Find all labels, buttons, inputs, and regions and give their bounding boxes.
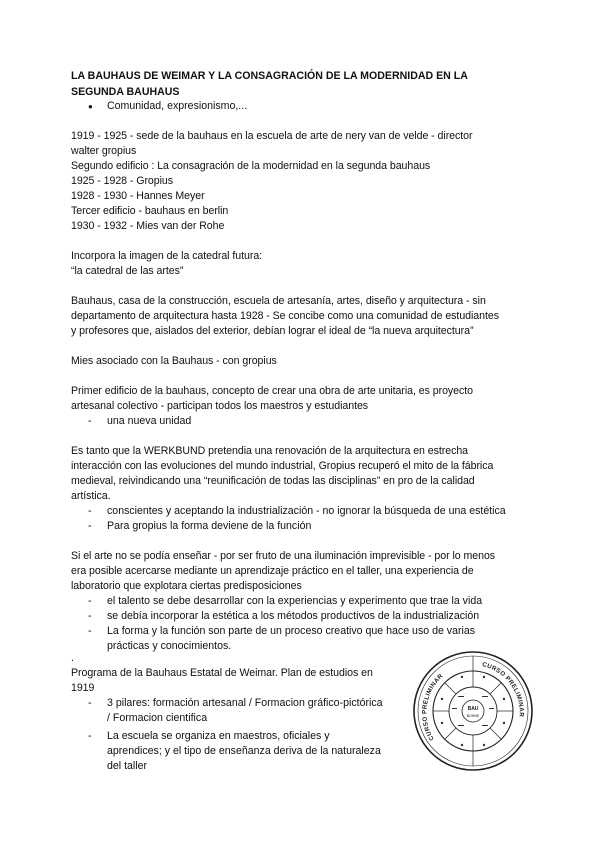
stray-dot: . <box>71 652 74 664</box>
list-item: conscientes y aceptando la industrialización - no ignorar la búsqueda de una estética <box>107 505 506 517</box>
list-item: se debía incorporar la estética a los métodos productivos de la industrialización <box>107 610 480 622</box>
werkbund-line: artística. <box>71 490 111 502</box>
dash-bullet-icon: - <box>88 595 92 607</box>
list-item: La forma y la función son parte de un proceso creativo que hace uso de varias <box>107 625 476 637</box>
timeline-line: 1925 - 1928 - Gropius <box>71 175 174 187</box>
document-title-line-2: SEGUNDA BAUHAUS <box>71 86 180 98</box>
bauhaus-definition-line: y profesores que, aislados del exterior, debían lograr el ideal de “la nueva arquitectura” <box>71 325 474 337</box>
werkbund-line: interacción con las evoluciones del mundo industrial, Gropius recuperó el mito de la fábrica <box>71 460 494 472</box>
list-item: La escuela se organiza en maestros, oficiales y <box>107 730 330 742</box>
diagram-right-arc-label: CURSO PRELIMINAR <box>481 661 525 718</box>
timeline-line: walter gropius <box>71 145 137 157</box>
werkbund-line: Es tanto que la WERKBUND pretendia una renovación de la arquitectura en estrecha <box>71 445 469 457</box>
timeline-line: 1919 - 1925 - sede de la bauhaus en la escuela de arte de nery van de velde - director <box>71 130 473 142</box>
dash-bullet-icon: - <box>88 697 92 709</box>
diagram-center-label-bottom: BÜHNE <box>466 714 480 718</box>
bauhaus-definition-line: Bauhaus, casa de la construcción, escuela de artesanía, artes, diseño y arquitectura - sin <box>71 295 486 307</box>
dash-bullet-icon: - <box>88 610 92 622</box>
dash-bullet-icon: - <box>88 505 92 517</box>
list-item-continuation: aprendices; y el tipo de enseñanza deriva de la naturaleza <box>107 745 381 757</box>
list-item-continuation: del taller <box>107 760 148 772</box>
programa-line: Programa de la Bauhaus Estatal de Weimar. Plan de estudios en <box>71 667 373 679</box>
list-item-continuation: prácticas y conocimientos. <box>107 640 232 652</box>
catedral-line: Incorpora la imagen de la catedral futura: <box>71 250 263 262</box>
document-title-line-1: LA BAUHAUS DE WEIMAR Y LA CONSAGRACIÓN DE LA MODERNIDAD EN LA <box>71 70 468 82</box>
list-item: 3 pilares: formación artesanal / Formacion gráfico-pictórica <box>107 697 383 709</box>
timeline-line: 1930 - 1932 - Mies van der Rohe <box>71 220 225 232</box>
timeline-line: Segundo edificio : La consagración de la modernidad en la segunda bauhaus <box>71 160 431 172</box>
list-item: una nueva unidad <box>107 415 192 427</box>
bauhaus-curriculum-wheel-diagram <box>412 644 534 778</box>
werkbund-line: medieval, reivindicando una “reunificación de todas las disciplinas” en pro de la calidad <box>71 475 475 487</box>
programa-line: 1919 <box>71 682 95 694</box>
primer-edificio-line: Primer edificio de la bauhaus, concepto de crear una obra de arte unitaria, es proyecto <box>71 385 473 397</box>
arte-line: laboratorio que explotara ciertas predisposiciones <box>71 580 302 592</box>
catedral-line: “la catedral de las artes” <box>71 265 184 277</box>
dash-bullet-icon: - <box>88 520 92 532</box>
list-item: Para gropius la forma deviene de la función <box>107 520 312 532</box>
list-item: el talento se debe desarrollar con la experiencias y experimento que trae la vida <box>107 595 483 607</box>
bullet-dot-icon: ● <box>88 102 93 111</box>
primer-edificio-line: artesanal colectivo - participan todos los maestros y estudiantes <box>71 400 369 412</box>
diagram-center-label-top: BAU <box>467 706 479 712</box>
dash-bullet-icon: - <box>88 415 92 427</box>
list-item-continuation: / Formacion cientifica <box>107 712 208 724</box>
bullet-item-comunidad: Comunidad, expresionismo,... <box>107 100 248 112</box>
arte-line: Si el arte no se podía enseñar - por ser fruto de una iluminación imprevisible - por lo menos <box>71 550 496 562</box>
bauhaus-definition-line: departamento de arquitectura hasta 1928 - Se concibe como una comunidad de estudiantes <box>71 310 499 322</box>
mies-line: Mies asociado con la Bauhaus - con gropius <box>71 355 277 367</box>
dash-bullet-icon: - <box>88 625 92 637</box>
arte-line: era posible acercarse mediante un aprendizaje práctico en el taller, una experiencia de <box>71 565 474 577</box>
diagram-left-arc-label: CURSO PRELIMINAR <box>421 672 445 742</box>
dash-bullet-icon: - <box>88 730 92 742</box>
timeline-line: Tercer edificio - bauhaus en berlin <box>71 205 229 217</box>
timeline-line: 1928 - 1930 - Hannes Meyer <box>71 190 205 202</box>
